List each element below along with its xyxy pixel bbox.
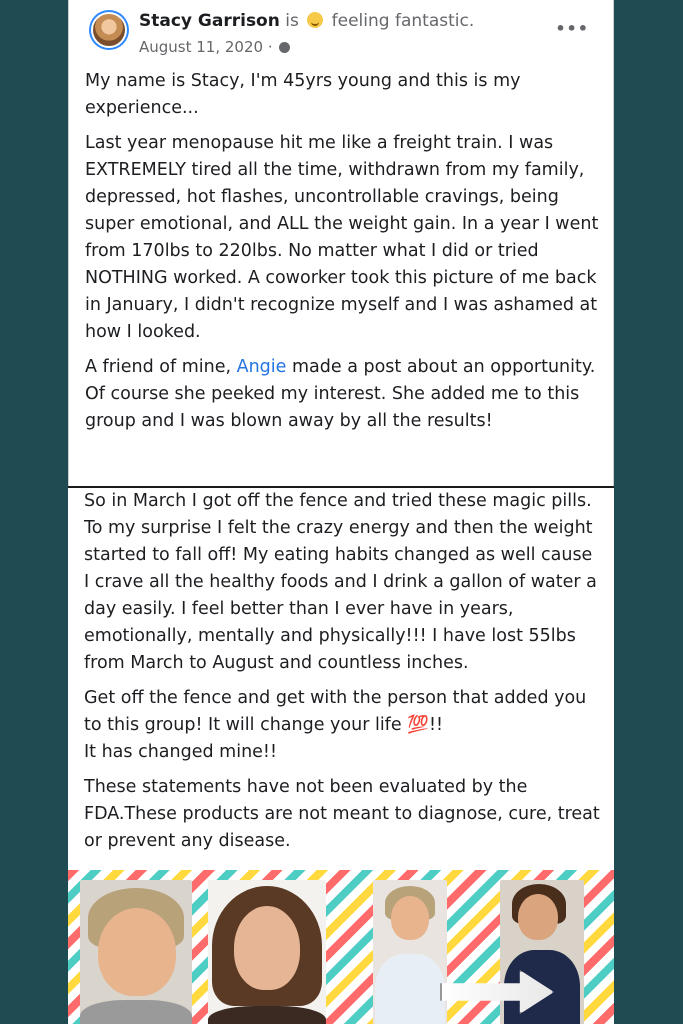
feeling-prefix: is	[285, 11, 299, 31]
post-header	[89, 7, 595, 59]
post-date[interactable]: August 11, 2020	[139, 38, 264, 56]
more-options-icon[interactable]: •••	[555, 19, 589, 38]
face-shape	[98, 908, 176, 996]
friend-text-after: made a post about an opportunity. Of course she peeked my interest. She added me to this group and I was blown away by all the results!	[85, 357, 596, 431]
avatar[interactable]	[89, 10, 129, 50]
photo-before-1	[80, 880, 192, 1024]
globe-icon	[279, 42, 290, 53]
paragraph-friend	[85, 354, 603, 435]
body-shape	[375, 954, 445, 1024]
photo-after-1	[208, 880, 326, 1024]
paragraph-story: Last year menopause hit me like a freight train. I was EXTREMELY tired all the time, withdrawn from my family, depressed, hot flashes, uncontrollable cravings, being super emotional, and ALL the weight gain. In a year I went from 170lbs to 220lbs. No matter what I did or tried NOTHING worked. A coworker took this picture of me back in January, I didn't recognize myself and I was ashamed at how I looked.	[85, 133, 599, 342]
post-date-line	[139, 38, 290, 56]
body-shape	[208, 1006, 326, 1024]
post-text-bottom	[84, 488, 602, 863]
post-frame	[68, 0, 614, 1024]
author-name[interactable]: Stacy Garrison	[139, 11, 280, 31]
friend-text-before: A friend of mine,	[85, 357, 237, 377]
avatar-photo	[91, 12, 127, 48]
paragraph-results: So in March I got off the fence and tried these magic pills. To my surprise I felt the crazy energy and then the weight started to fall off! My eating habits changed as well cause I crave all the healthy foods and I drink a gallon of water a day easily. I feel better than I ever have in years, emotionally, mentally and physically!!! I have lost 55lbs from March to August and countless inches.	[84, 491, 597, 673]
paragraph-cta-1: Get off the fence and get with the person that added you to this group! It will change your life 💯!!	[84, 688, 587, 735]
paragraph-disclaimer: These statements have not been evaluated by the FDA.These products are not meant to diagnose, cure, treat or prevent any disease.	[84, 777, 600, 851]
photo-before-2	[373, 880, 447, 1024]
grinning-face-icon	[307, 12, 323, 28]
post-card-top	[68, 0, 614, 486]
face-shape	[391, 896, 429, 940]
feeling-text: feeling fantastic.	[331, 11, 475, 31]
paragraph-intro: My name is Stacy, I'm 45yrs young and this is my experience...	[85, 71, 521, 118]
paragraph-cta-2: It has changed mine!!	[84, 742, 277, 762]
body-shape	[80, 1000, 192, 1024]
date-separator: ·	[267, 38, 273, 56]
face-shape	[518, 894, 558, 940]
before-after-photos[interactable]	[68, 870, 614, 1024]
post-text-top	[85, 68, 603, 443]
author-line	[139, 11, 474, 31]
friend-link[interactable]: Angie	[236, 357, 287, 377]
face-shape	[234, 906, 300, 990]
photo-after-2	[500, 880, 584, 1024]
